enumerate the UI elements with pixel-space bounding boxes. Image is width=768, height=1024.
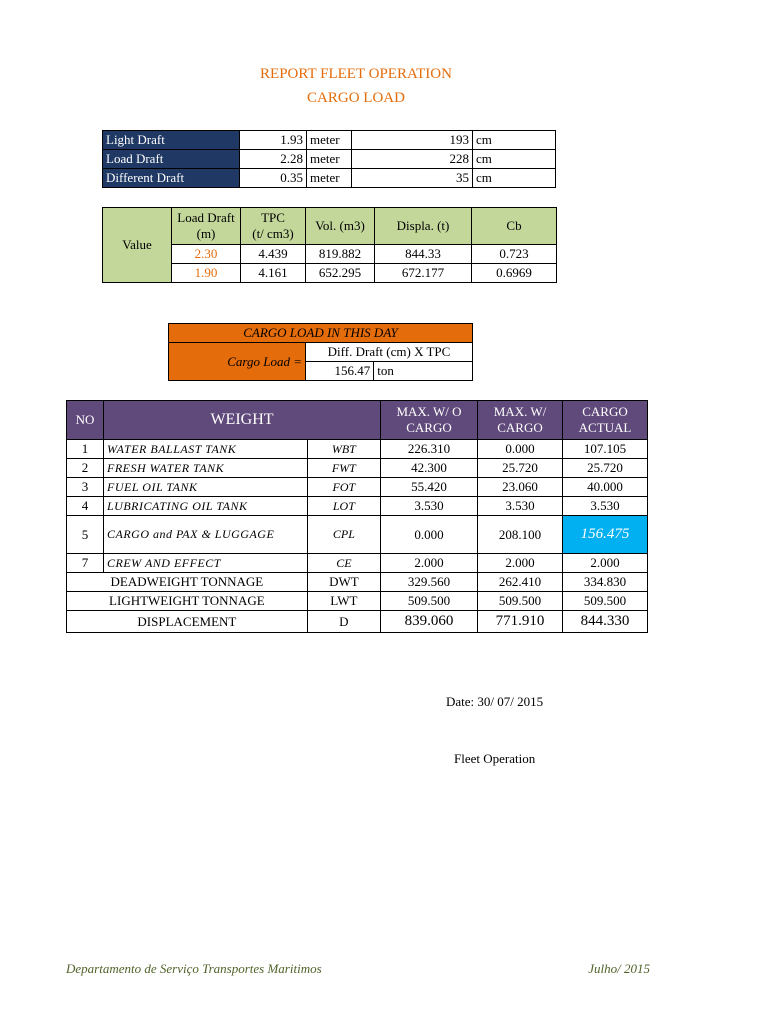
- cargo-load-unit: ton: [374, 362, 473, 381]
- cb-value: 0.723: [472, 245, 557, 264]
- footer-department: Departamento de Serviço Transportes Maritimos: [66, 961, 322, 976]
- header-tpc-line2: (t/ cm3): [252, 226, 294, 241]
- item-name: LUBRICATING OIL TANK: [104, 497, 308, 516]
- item-actual: 25.720: [563, 459, 648, 478]
- total-name: LIGHTWEIGHT TONNAGE: [67, 592, 308, 611]
- item-max-w: 3.530: [478, 497, 563, 516]
- total-max-wo: 509.500: [381, 592, 478, 611]
- displa-value: 844.33: [375, 245, 472, 264]
- item-abbr: FOT: [307, 478, 380, 497]
- table-row: [67, 516, 648, 554]
- item-max-w: 25.720: [478, 459, 563, 478]
- cargo-load-label: Cargo Load =: [169, 343, 306, 381]
- item-no: 1: [67, 440, 104, 459]
- totals-row: [67, 611, 648, 633]
- vol-value: 819.882: [306, 245, 375, 264]
- item-actual: 3.530: [563, 497, 648, 516]
- cargo-load-box: [168, 323, 473, 381]
- draft-cm-unit: cm: [473, 169, 556, 188]
- load-draft-value: 1.90: [172, 264, 241, 283]
- item-abbr: LOT: [307, 497, 380, 516]
- header-no: NO: [67, 401, 104, 440]
- vol-value: 652.295: [306, 264, 375, 283]
- cb-value: 0.6969: [472, 264, 557, 283]
- header-max-wo-line2: CARGO: [406, 420, 452, 435]
- cargo-load-formula: Diff. Draft (cm) X TPC: [306, 343, 473, 362]
- item-name: FRESH WATER TANK: [104, 459, 308, 478]
- total-name: DEADWEIGHT TONNAGE: [67, 573, 308, 592]
- item-abbr: CE: [307, 554, 380, 573]
- draft-meter-value: 1.93: [240, 131, 307, 150]
- item-name: FUEL OIL TANK: [104, 478, 308, 497]
- item-max-wo: 0.000: [381, 516, 478, 554]
- item-no: 2: [67, 459, 104, 478]
- item-name: CREW AND EFFECT: [104, 554, 308, 573]
- draft-cm-value: 35: [352, 169, 473, 188]
- draft-label: Different Draft: [103, 169, 240, 188]
- header-actual-line1: CARGO: [582, 404, 628, 419]
- header-load-draft-line2: (m): [196, 226, 216, 241]
- draft-table: [102, 130, 556, 188]
- total-actual: 844.330: [563, 611, 648, 633]
- draft-meter-value: 0.35: [240, 169, 307, 188]
- header-max-w-line1: MAX. W/: [493, 404, 547, 419]
- table-row: [67, 497, 648, 516]
- total-max-wo: 839.060: [381, 611, 478, 633]
- item-max-wo: 42.300: [381, 459, 478, 478]
- item-abbr: WBT: [307, 440, 380, 459]
- report-date: Date: 30/ 07/ 2015: [446, 694, 544, 709]
- header-load-draft-line1: Load Draft: [177, 210, 235, 225]
- total-actual: 334.830: [563, 573, 648, 592]
- draft-label: Load Draft: [103, 150, 240, 169]
- item-name: CARGO and PAX & LUGGAGE: [104, 516, 308, 554]
- header-load-draft: [172, 208, 241, 245]
- draft-row: [103, 131, 556, 150]
- draft-meter-unit: meter: [307, 131, 352, 150]
- table-row: [67, 478, 648, 497]
- total-max-w: 509.500: [478, 592, 563, 611]
- item-abbr: CPL: [307, 516, 380, 554]
- total-abbr: D: [307, 611, 380, 633]
- tpc-value: 4.439: [241, 245, 306, 264]
- signoff-department: Fleet Operation: [454, 751, 536, 766]
- value-table: [102, 207, 557, 283]
- total-abbr: DWT: [307, 573, 380, 592]
- report-title: REPORT FLEET OPERATION: [260, 66, 452, 82]
- header-max-w-cargo: [478, 401, 563, 440]
- load-draft-value: 2.30: [172, 245, 241, 264]
- cargo-load-title: CARGO LOAD IN THIS DAY: [169, 324, 473, 343]
- item-name: WATER BALLAST TANK: [104, 440, 308, 459]
- item-max-w: 208.100: [478, 516, 563, 554]
- draft-row: [103, 150, 556, 169]
- header-tpc-line1: TPC: [261, 210, 285, 225]
- item-actual: 40.000: [563, 478, 648, 497]
- item-no: 3: [67, 478, 104, 497]
- item-max-wo: 2.000: [381, 554, 478, 573]
- table-row: [67, 459, 648, 478]
- table-row: [67, 440, 648, 459]
- totals-row: [67, 592, 648, 611]
- header-max-wo-line1: MAX. W/ O: [396, 404, 462, 419]
- header-actual-line2: ACTUAL: [578, 420, 632, 435]
- item-max-wo: 226.310: [381, 440, 478, 459]
- draft-meter-unit: meter: [307, 169, 352, 188]
- draft-row: [103, 169, 556, 188]
- draft-cm-value: 193: [352, 131, 473, 150]
- header-weight: WEIGHT: [104, 401, 381, 440]
- draft-cm-value: 228: [352, 150, 473, 169]
- header-max-w-line2: CARGO: [497, 420, 543, 435]
- item-max-w: 0.000: [478, 440, 563, 459]
- value-row: [103, 264, 557, 283]
- displa-value: 672.177: [375, 264, 472, 283]
- item-abbr: FWT: [307, 459, 380, 478]
- item-max-w: 23.060: [478, 478, 563, 497]
- header-max-wo-cargo: [381, 401, 478, 440]
- item-no: 7: [67, 554, 104, 573]
- header-cb: Cb: [472, 208, 557, 245]
- weight-table-header: [67, 401, 648, 440]
- header-cargo-actual: [563, 401, 648, 440]
- item-no: 4: [67, 497, 104, 516]
- report-subtitle: CARGO LOAD: [307, 90, 405, 106]
- cargo-load-value: 156.47: [306, 362, 374, 381]
- header-tpc: [241, 208, 306, 245]
- header-displa: Displa. (t): [375, 208, 472, 245]
- draft-cm-unit: cm: [473, 131, 556, 150]
- value-row: [103, 245, 557, 264]
- tpc-value: 4.161: [241, 264, 306, 283]
- draft-meter-unit: meter: [307, 150, 352, 169]
- draft-label: Light Draft: [103, 131, 240, 150]
- total-name: DISPLACEMENT: [67, 611, 308, 633]
- draft-cm-unit: cm: [473, 150, 556, 169]
- total-actual: 509.500: [563, 592, 648, 611]
- item-max-wo: 55.420: [381, 478, 478, 497]
- footer-date: Julho/ 2015: [588, 961, 650, 976]
- item-max-wo: 3.530: [381, 497, 478, 516]
- total-max-w: 771.910: [478, 611, 563, 633]
- totals-row: [67, 573, 648, 592]
- item-no: 5: [67, 516, 104, 554]
- item-actual: 107.105: [563, 440, 648, 459]
- item-max-w: 2.000: [478, 554, 563, 573]
- header-vol: Vol. (m3): [306, 208, 375, 245]
- table-row: [67, 554, 648, 573]
- value-row-label: Value: [103, 208, 172, 283]
- total-max-w: 262.410: [478, 573, 563, 592]
- total-max-wo: 329.560: [381, 573, 478, 592]
- total-abbr: LWT: [307, 592, 380, 611]
- draft-meter-value: 2.28: [240, 150, 307, 169]
- weight-table: [66, 400, 648, 633]
- item-actual: 2.000: [563, 554, 648, 573]
- item-actual-highlighted: 156.475: [563, 516, 648, 554]
